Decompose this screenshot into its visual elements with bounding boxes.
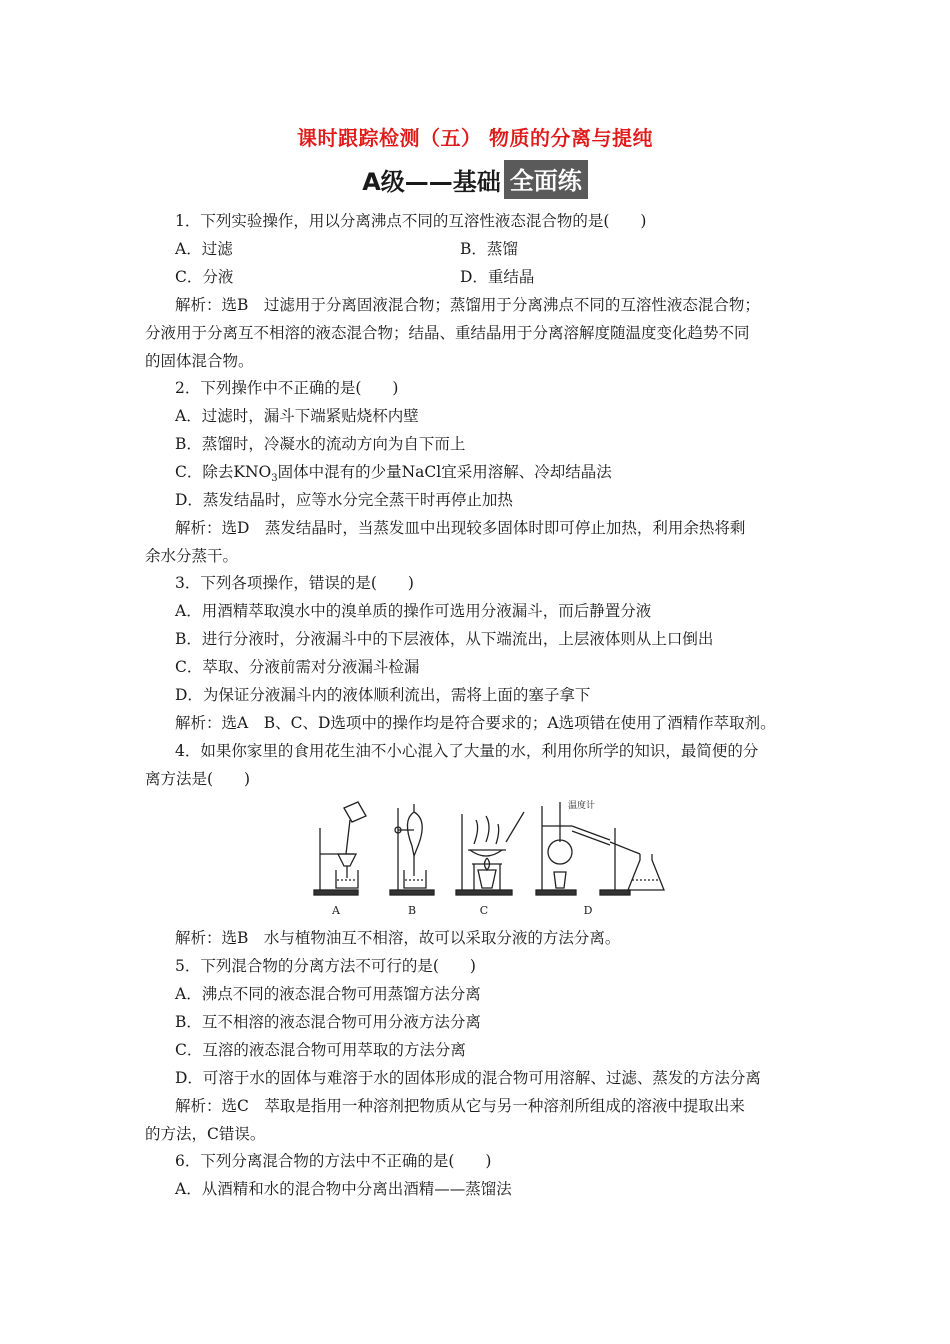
q2-analysis-line-2: 余水分蒸干。 bbox=[145, 547, 239, 565]
figure-label-d: D bbox=[583, 904, 593, 917]
q4-stem-line-1: 4．如果你家里的食用花生油不小心混入了大量的水，利用你所学的知识，最简便的分 bbox=[175, 742, 759, 760]
apparatus-figure bbox=[310, 798, 670, 920]
q1-analysis-line-3: 的固体混合物。 bbox=[145, 352, 254, 370]
level-heading bbox=[0, 160, 950, 199]
q1-option-b: B．蒸馏 bbox=[460, 240, 518, 258]
q3-option-d: D．为保证分液漏斗内的液体顺利流出，需将上面的塞子拿下 bbox=[175, 686, 591, 704]
q6-option-a: A．从酒精和水的混合物中分离出酒精——蒸馏法 bbox=[175, 1180, 512, 1198]
q6-stem: 6．下列分离混合物的方法中不正确的是( ) bbox=[175, 1152, 492, 1170]
q5-analysis-line-2: 的方法，C错误。 bbox=[145, 1125, 266, 1143]
q4-stem-line-2: 离方法是( ) bbox=[145, 770, 251, 788]
level-label: A级——基础 bbox=[362, 168, 501, 196]
q2-option-c-suffix: 固体中混有的少量NaCl宜采用溶解、冷却结晶法 bbox=[277, 463, 612, 481]
q2-option-a: A．过滤时，漏斗下端紧贴烧杯内壁 bbox=[175, 407, 419, 425]
q3-stem: 3．下列各项操作，错误的是( ) bbox=[175, 574, 414, 592]
q2-stem: 2．下列操作中不正确的是( ) bbox=[175, 379, 399, 397]
q3-option-a: A．用酒精萃取溴水中的溴单质的操作可选用分液漏斗，而后静置分液 bbox=[175, 602, 652, 620]
apparatus-d-distillation bbox=[536, 802, 664, 895]
q5-option-c: C．互溶的液态混合物可用萃取的方法分离 bbox=[175, 1041, 466, 1059]
q1-stem: 1．下列实验操作，用以分离沸点不同的互溶性液态混合物的是( ) bbox=[175, 212, 647, 230]
q5-option-a: A．沸点不同的液态混合物可用蒸馏方法分离 bbox=[175, 985, 481, 1003]
q5-option-b: B．互不相溶的液态混合物可用分液方法分离 bbox=[175, 1013, 481, 1031]
q1-option-d: D．重结晶 bbox=[460, 268, 535, 286]
q2-option-c-prefix: C．除去KNO bbox=[175, 463, 272, 481]
q3-option-b: B．进行分液时，分液漏斗中的下层液体，从下端流出，上层液体则从上口倒出 bbox=[175, 630, 714, 648]
q4-analysis-line-1: 解析：选B 水与植物油互不相溶，故可以采取分液的方法分离。 bbox=[175, 929, 621, 947]
apparatus-b-separatory-funnel bbox=[390, 804, 434, 895]
q1-analysis-line-2: 分液用于分离互不相溶的液态混合物；结晶、重结晶用于分离溶解度随温度变化趋势不同 bbox=[145, 324, 750, 342]
figure-label-c: C bbox=[479, 904, 489, 917]
q1-option-c: C．分液 bbox=[175, 268, 234, 286]
q3-option-c: C．萃取、分液前需对分液漏斗检漏 bbox=[175, 658, 420, 676]
thermometer-label: 温度计 bbox=[568, 801, 596, 811]
q2-option-b: B．蒸馏时，冷凝水的流动方向为自下而上 bbox=[175, 435, 466, 453]
q2-option-d: D．蒸发结晶时，应等水分完全蒸干时再停止加热 bbox=[175, 491, 513, 509]
q2-option-c bbox=[175, 462, 612, 489]
q5-stem: 5．下列混合物的分离方法不可行的是( ) bbox=[175, 957, 476, 975]
q1-option-a: A．过滤 bbox=[175, 240, 233, 258]
figure-label-a: A bbox=[332, 904, 340, 917]
q5-analysis-line-1: 解析：选C 萃取是指用一种溶剂把物质从它与另一种溶剂所组成的溶液中提取出来 bbox=[175, 1097, 745, 1115]
q2-analysis-line-1: 解析：选D 蒸发结晶时，当蒸发皿中出现较多固体时即可停止加热，利用余热将剩 bbox=[175, 519, 746, 537]
page-title: 课时跟踪检测（五） 物质的分离与提纯 bbox=[297, 126, 653, 150]
q5-option-d: D．可溶于水的固体与难溶于水的固体形成的混合物可用溶解、过滤、蒸发的方法分离 bbox=[175, 1069, 761, 1087]
apparatus-a-filtration bbox=[314, 802, 366, 895]
level-badge: 全面练 bbox=[504, 160, 588, 199]
figure-label-b: B bbox=[407, 904, 417, 917]
q2-option-c-subscript: 3 bbox=[271, 473, 278, 485]
q3-analysis-line-1: 解析：选A B、C、D选项中的操作均是符合要求的；A选项错在使用了酒精作萃取剂。 bbox=[175, 714, 776, 732]
apparatus-c-evaporation bbox=[456, 812, 524, 895]
q1-analysis-line-1: 解析：选B 过滤用于分离固液混合物；蒸馏用于分离沸点不同的互溶性液态混合物； bbox=[175, 296, 760, 314]
